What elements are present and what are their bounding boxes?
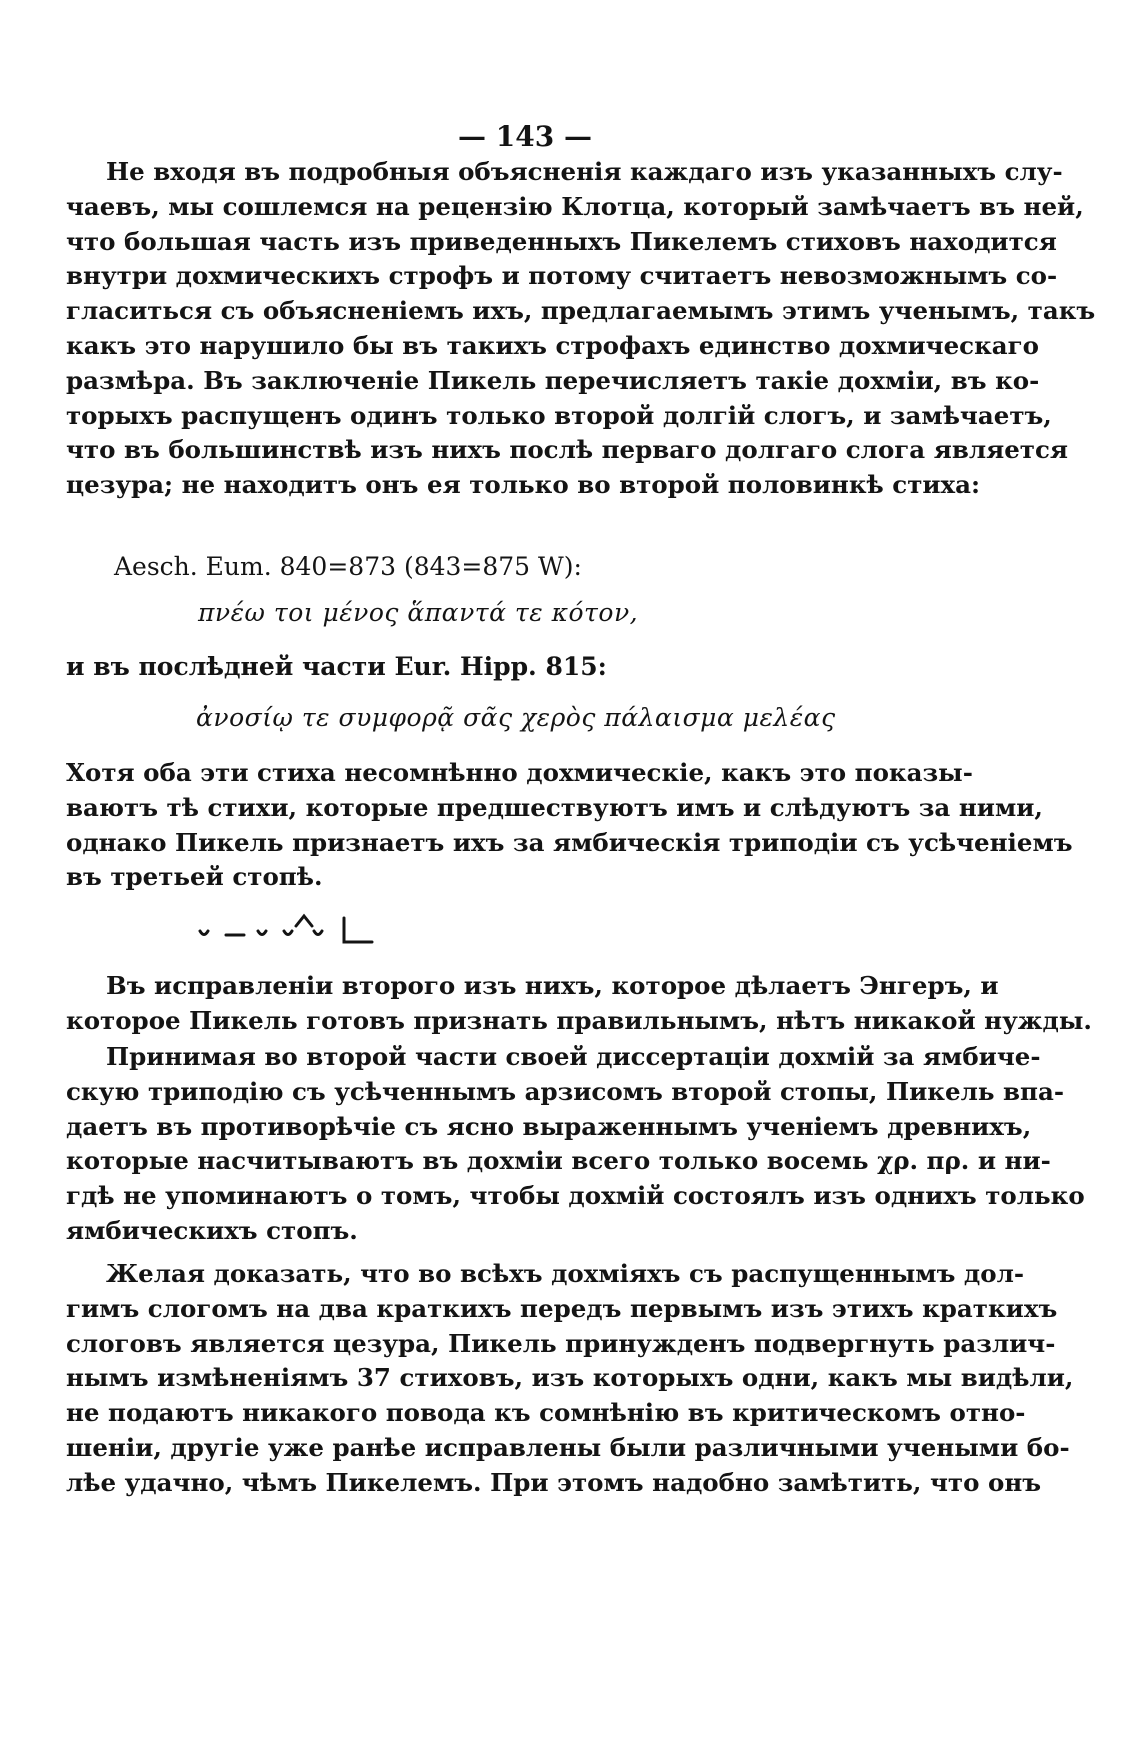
text-line: Хотя оба эти стиха несомнѣнно дохмическіе, какъ это показы- <box>66 758 973 787</box>
text-line: лѣе удачно, чѣмъ Пикелемъ. При этомъ надобно замѣтить, что онъ <box>66 1467 1042 1497</box>
text-line: ваютъ тѣ стихи, которые предшествуютъ имъ и слѣдуютъ за ними, <box>66 792 1043 822</box>
short-syllable-mark <box>284 931 292 935</box>
greek-verse-1: πνέω τοι μένος ἅπαντά τε κότον, <box>198 598 639 627</box>
text-line: ямбическихъ стопъ. <box>66 1215 358 1245</box>
text-line: скую триподію съ усѣченнымъ арзисомъ второй стопы, Пикель впа- <box>66 1076 1065 1106</box>
paragraph-2 <box>66 756 1073 895</box>
text-line: какъ это нарушило бы въ такихъ строфахъ единство дохмическаго <box>66 330 1040 360</box>
text-line: Желая доказать, что во всѣхъ дохміяхъ съ распущеннымъ дол- <box>106 1259 1025 1288</box>
text-line: гласиться съ объясненіемъ ихъ, предлагаемымъ этимъ ученымъ, такъ <box>66 296 1096 326</box>
ictus-mark <box>296 916 312 926</box>
text-line: Не входя въ подробныя объясненія каждаго изъ указанныхъ слу- <box>106 157 1063 186</box>
citation-aeschylus: Aesch. Eum. 840=873 (843=875 W): <box>114 552 582 581</box>
text-line: что большая часть изъ приведенныхъ Пикелемъ стиховъ находится <box>66 226 1057 256</box>
text-line: однако Пикель признаетъ ихъ за ямбическія триподіи съ усѣченіемъ <box>66 827 1073 857</box>
short-syllable-mark <box>200 931 208 935</box>
text-line: которое Пикель готовъ признать правильнымъ, нѣтъ никакой нужды. <box>66 1005 1092 1035</box>
paragraph-5 <box>66 1257 1074 1501</box>
text-line: которые насчитываютъ въ дохміи всего только восемь χρ. πρ. и ни- <box>66 1146 1051 1176</box>
page-number: — 143 — <box>458 120 592 153</box>
paragraph-1 <box>66 155 1096 503</box>
text-line: гдѣ не упоминаютъ о томъ, чтобы дохмій состоялъ изъ однихъ только <box>66 1181 1085 1211</box>
text-line: слоговъ является цезура, Пикель принужденъ подвергнуть различ- <box>66 1328 1056 1358</box>
text-line: Въ исправленіи второго изъ нихъ, которое дѣлаетъ Энгеръ, и <box>106 971 999 1000</box>
metrical-scheme <box>196 912 416 952</box>
text-line: Принимая во второй части своей диссертаціи дохмій за ямбиче- <box>106 1042 1041 1071</box>
text-line: торыхъ распущенъ одинъ только второй долгій слогъ, и замѣчаетъ, <box>66 400 1052 430</box>
text-line: что въ большинствѣ изъ нихъ послѣ перваго долгаго слога является <box>66 435 1068 465</box>
paragraph-3 <box>66 969 1092 1039</box>
text-line: цезура; не находитъ онъ ея только во второй половинкѣ стиха: <box>66 470 981 500</box>
text-line: размѣра. Въ заключеніе Пикель перечисляетъ такіе дохміи, въ ко- <box>66 365 1040 395</box>
short-syllable-mark <box>258 931 266 935</box>
text-line: внутри дохмическихъ строфъ и потому считаетъ невозможнымъ со- <box>66 261 1058 291</box>
text-line: въ третьей стопѣ. <box>66 862 323 892</box>
text-line: даетъ въ противорѣчіе съ ясно выраженнымъ ученіемъ древнихъ, <box>66 1111 1032 1141</box>
text-line: не подаютъ никакого повода къ сомнѣнію въ критическомъ отно- <box>66 1398 1026 1428</box>
citation-euripides: и въ послѣдней части Eur. Hipp. 815: <box>66 652 607 681</box>
greek-verse-2: ἀνοσίῳ τε συμφορᾷ σᾶς χερὸς πάλαισμα μελέας <box>196 703 836 732</box>
paragraph-4 <box>66 1040 1085 1249</box>
short-syllable-mark <box>314 931 322 935</box>
text-line: гимъ слогомъ на два краткихъ передъ первымъ изъ этихъ краткихъ <box>66 1293 1058 1323</box>
text-line: чаевъ, мы сошлемся на рецензію Клотца, который замѣчаетъ въ ней, <box>66 191 1084 221</box>
text-line: нымъ измѣненіямъ 37 стиховъ, изъ которыхъ одни, какъ мы видѣли, <box>66 1363 1074 1393</box>
catalexis-mark <box>344 918 372 942</box>
text-line: шеніи, другіе уже ранѣе исправлены были различными учеными бо- <box>66 1432 1070 1462</box>
